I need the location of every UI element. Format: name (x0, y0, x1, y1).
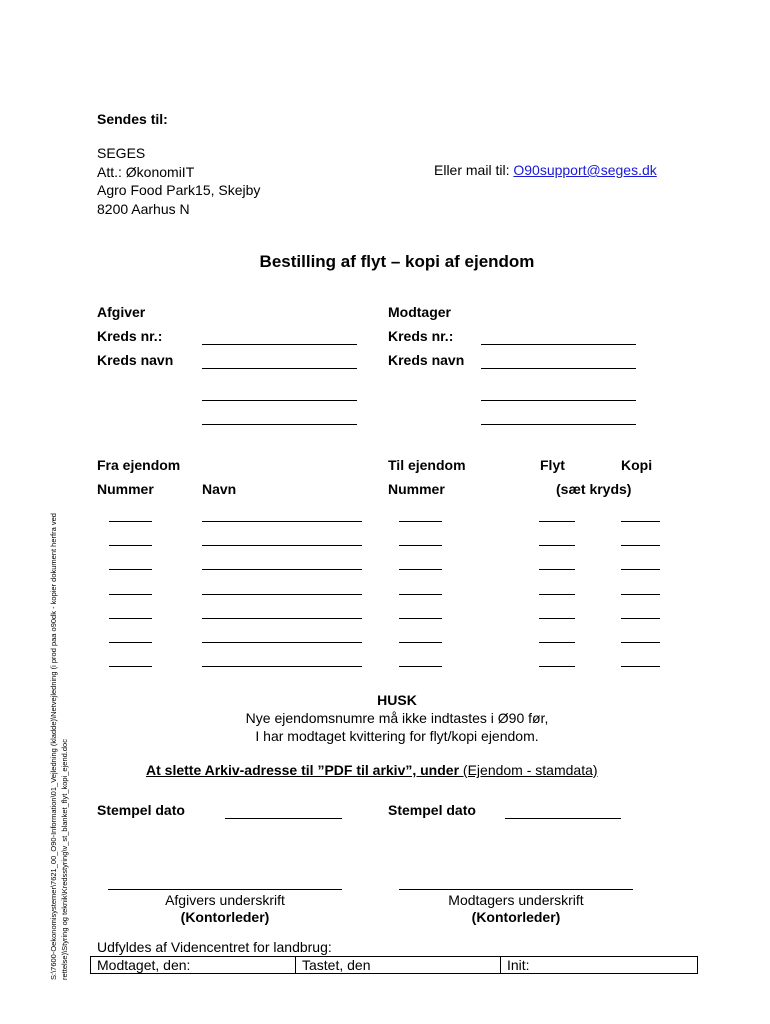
fra-nummer-field[interactable] (109, 666, 152, 667)
fra-nummer-field[interactable] (109, 569, 152, 570)
kopi-check-field[interactable] (621, 594, 660, 595)
send-to-heading: Sendes til: (97, 111, 168, 127)
stempel-dato-right-field[interactable] (505, 818, 621, 819)
init-cell[interactable] (501, 957, 698, 974)
received-date-cell[interactable] (91, 957, 296, 974)
mail-note (434, 162, 657, 178)
kopi-check-field[interactable] (621, 545, 660, 546)
fra-navn-field[interactable] (202, 618, 362, 619)
afgiver-signature-line[interactable] (108, 889, 342, 890)
file-path-line: rettelse)\Styring og teknik\Kredsstyring\v_st_blanket_flyt_kopi_ejend.doc (60, 739, 69, 980)
mail-label: Eller mail til: (434, 162, 514, 178)
fra-nummer-field[interactable] (109, 642, 152, 643)
afgiver-kreds-nr-label: Kreds nr.: (97, 328, 163, 344)
archive-note-normal: (Ejendom - stamdata) (459, 762, 598, 778)
til-nummer-field[interactable] (399, 545, 442, 546)
fra-navn-field[interactable] (202, 545, 362, 546)
til-nummer-field[interactable] (399, 521, 442, 522)
til-ejendom-header: Til ejendom (388, 457, 466, 473)
modtager-signature-label: Modtagers underskrift (448, 892, 584, 908)
afgiver-extra-field[interactable] (202, 424, 357, 425)
kopi-check-field[interactable] (621, 642, 660, 643)
kopi-check-field[interactable] (621, 521, 660, 522)
husk-line-1: Nye ejendomsnumre må ikke indtastes i Ø90 før, (245, 710, 549, 726)
recipient-address (97, 144, 260, 218)
til-nummer-field[interactable] (399, 666, 442, 667)
office-use-table (90, 956, 698, 974)
address-line: SEGES (97, 145, 146, 161)
flyt-check-field[interactable] (539, 642, 575, 643)
modtager-kreds-nr-label: Kreds nr.: (388, 328, 454, 344)
flyt-check-field[interactable] (539, 666, 575, 667)
fra-navn-field[interactable] (202, 666, 362, 667)
kopi-check-field[interactable] (621, 618, 660, 619)
fra-navn-field[interactable] (202, 594, 362, 595)
fra-navn-field[interactable] (202, 569, 362, 570)
flyt-check-field[interactable] (539, 545, 575, 546)
stempel-dato-right-label: Stempel dato (388, 802, 476, 818)
modtager-extra-field[interactable] (481, 400, 636, 401)
stempel-dato-left-field[interactable] (225, 818, 342, 819)
page-title: Bestilling af flyt – kopi af ejendom (259, 252, 535, 271)
nummer-left-header: Nummer (97, 481, 154, 497)
flyt-check-field[interactable] (539, 618, 575, 619)
fra-nummer-field[interactable] (109, 618, 152, 619)
fra-nummer-field[interactable] (109, 594, 152, 595)
modtager-kreds-nr-field[interactable] (481, 344, 636, 345)
received-date-label: Modtaget, den: (97, 957, 191, 973)
kopi-check-field[interactable] (621, 569, 660, 570)
flyt-check-field[interactable] (539, 521, 575, 522)
flyt-check-field[interactable] (539, 594, 575, 595)
archive-note (146, 762, 598, 778)
modtager-extra-field[interactable] (481, 424, 636, 425)
typed-date-label: Tastet, den (302, 957, 371, 973)
stempel-dato-left-label: Stempel dato (97, 802, 185, 818)
modtager-heading: Modtager (388, 304, 451, 320)
afgiver-kreds-nr-field[interactable] (202, 344, 357, 345)
flyt-check-field[interactable] (539, 569, 575, 570)
kopi-header: Kopi (621, 457, 653, 473)
nummer-right-header: Nummer (388, 481, 445, 497)
flyt-header: Flyt (540, 457, 565, 473)
modtager-signature-line[interactable] (399, 889, 633, 890)
til-nummer-field[interactable] (399, 594, 442, 595)
afgiver-kreds-navn-field[interactable] (202, 368, 357, 369)
archive-note-bold: At slette Arkiv-adresse til ”PDF til arkiv”, under (146, 762, 460, 778)
navn-header: Navn (202, 481, 237, 497)
afgiver-heading: Afgiver (97, 304, 146, 320)
til-nummer-field[interactable] (399, 618, 442, 619)
file-path-line: S:\7600-Oekonomisystemer\7621_00_O90-Information\01_Vejledning (kladde)\Netvejledning (i prod paa o90dk - kopier dokument herfra ved (49, 513, 58, 980)
kopi-check-field[interactable] (621, 666, 660, 667)
afgiver-signature-role: (Kontorleder) (180, 909, 270, 925)
saet-kryds-header: (sæt kryds) (556, 481, 632, 497)
mail-link[interactable]: O90support@seges.dk (513, 162, 657, 178)
address-line: 8200 Aarhus N (97, 200, 190, 217)
footer-note: Udfyldes af Videncentret for landbrug: (97, 939, 332, 955)
typed-date-cell[interactable] (296, 957, 501, 974)
afgiver-signature-label: Afgivers underskrift (165, 892, 285, 908)
afgiver-extra-field[interactable] (202, 400, 357, 401)
address-line: Att.: ØkonomiIT (97, 163, 195, 180)
file-path-sidebar (48, 440, 70, 980)
fra-nummer-field[interactable] (109, 545, 152, 546)
fra-ejendom-header: Fra ejendom (97, 457, 181, 473)
fra-navn-field[interactable] (202, 642, 362, 643)
afgiver-kreds-navn-label: Kreds navn (97, 352, 174, 368)
husk-line-2: I har modtaget kvittering for flyt/kopi ejendom. (255, 728, 539, 744)
modtager-kreds-navn-label: Kreds navn (388, 352, 465, 368)
modtager-kreds-navn-field[interactable] (481, 368, 636, 369)
husk-heading: HUSK (377, 692, 417, 708)
til-nummer-field[interactable] (399, 569, 442, 570)
fra-nummer-field[interactable] (109, 521, 152, 522)
til-nummer-field[interactable] (399, 642, 442, 643)
fra-navn-field[interactable] (202, 521, 362, 522)
modtager-signature-role: (Kontorleder) (471, 909, 561, 925)
address-line: Agro Food Park15, Skejby (97, 182, 261, 198)
init-label: Init: (507, 957, 530, 973)
